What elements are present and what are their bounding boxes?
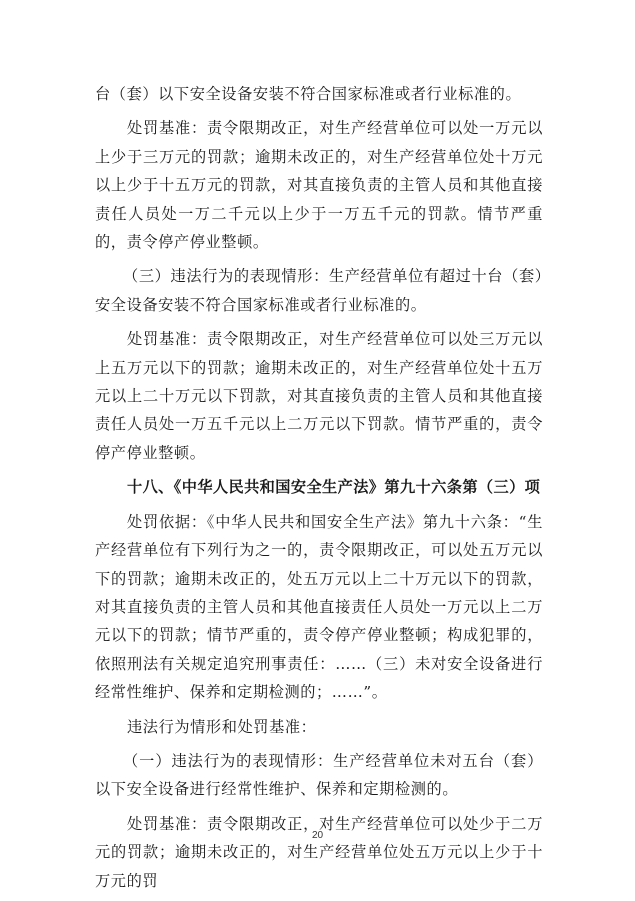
paragraph-penalty-standard-3: 处罚基准：责令限期改正，对生产经营单位可以处三万元以上五万元以下的罚款；逾期未改正的，对生产经营单位处十五万元以上二十万元以下罚款，对其直接负责的主管人员和其他直接责任人员处一万五千元以上二万元以下罚款。情节严重的，责令停产停业整顿。 xyxy=(95,330,543,462)
paragraph-penalty-basis: 处罚依据：《中华人民共和国安全生产法》第九十六条：“生产经营单位有下列行为之一的，责令限期改正，可以处五万元以下的罚款；逾期未改正的，处五万元以上二十万元以下的罚款，对其直接负责的主管人员和其他直接责任人员处一万元以上二万元以下的罚款；情节严重的，责令停产停业整顿；构成犯罪的，依照刑法有关规定追究刑事责任：……（三）未对安全设备进行经常性维护、保养和定期检测的；……”。 xyxy=(95,512,543,702)
section-heading-18: 十八、《中华人民共和国安全生产法》第九十六条第（三）项 xyxy=(127,478,541,497)
page-number: 20 xyxy=(311,830,324,841)
paragraph-penalty-standard-2: 处罚基准：责令限期改正，对生产经营单位可以处一万元以上少于三万元的罚款；逾期未改正的，对生产经营单位处十万元以上少于十五万元的罚款，对其直接负责的主管人员和其他直接责任人员处一万二千元以上少于一万五千元的罚款。情节严重的，责令停产停业整顿。 xyxy=(95,119,543,252)
paragraph-penalty-standard-1: 处罚基准：责令限期改正，对生产经营单位可以处少于二万元的罚款；逾期未改正的，对生产经营单位处五万元以上少于十万元的罚 xyxy=(95,814,543,890)
document-body xyxy=(95,80,543,901)
paragraph-violation-case-1: （一）违法行为的表现情形：生产经营单位未对五台（套）以下安全设备进行经常性维护、保养和定期检测的。 xyxy=(95,751,543,799)
paragraph-continuation: 台（套）以下安全设备安装不符合国家标准或者行业标准的。 xyxy=(95,85,522,103)
paragraph-cases-intro: 违法行为情形和处罚基准： xyxy=(127,717,317,736)
paragraph-violation-case-3: （三）违法行为的表现情形：生产经营单位有超过十台（套）安全设备安装不符合国家标准或者行业标准的。 xyxy=(95,267,543,314)
